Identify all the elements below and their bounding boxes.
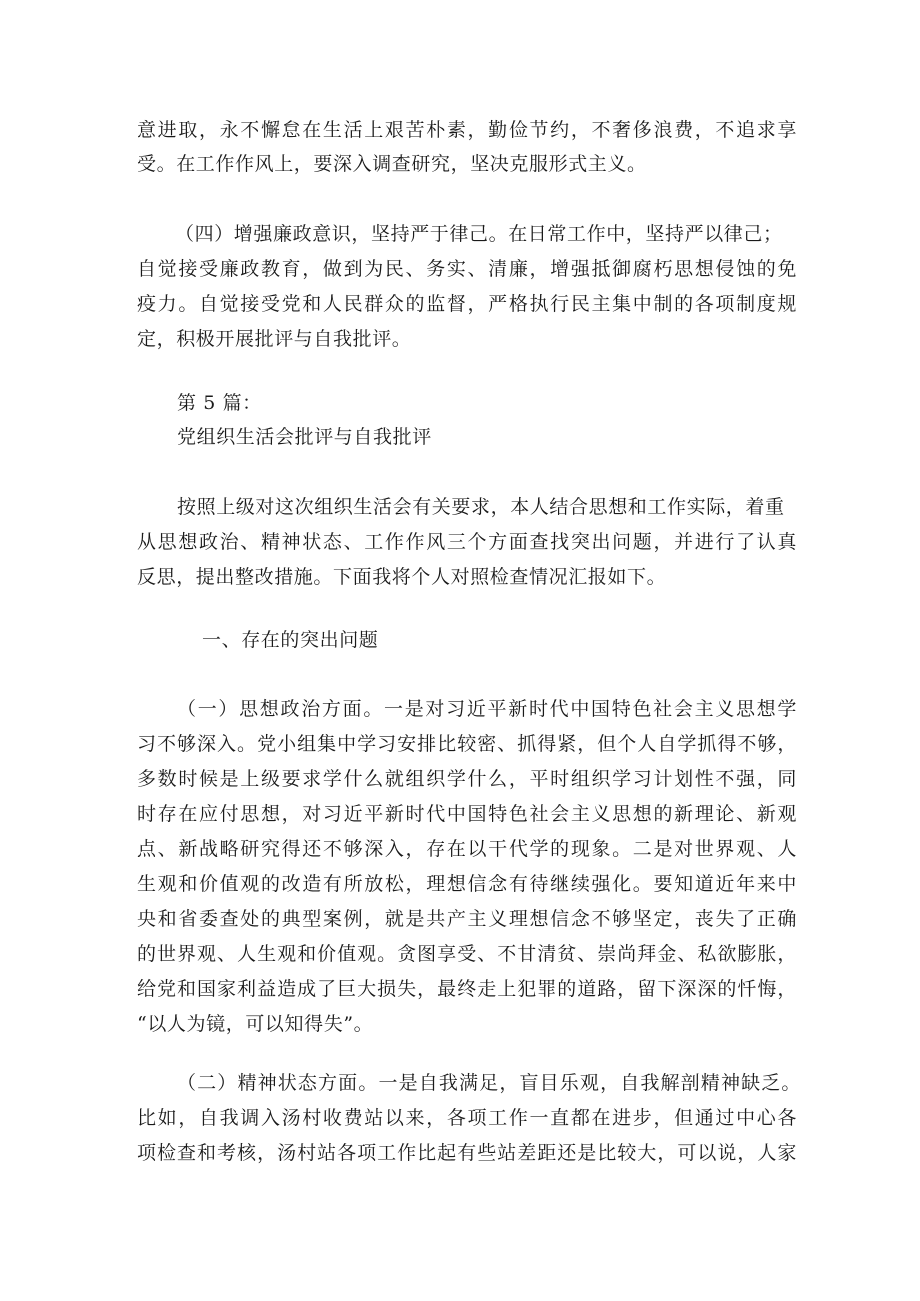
text-line: 反思，提出整改措施。下面我将个人对照检查情况汇报如下。 [137,566,667,588]
text-line: “以人为镜，可以知得失”。 [137,1013,374,1035]
text-line: 央和省委查处的典型案例，就是共产主义理想信念不够坚定，丧失了正确 [137,908,797,930]
text-line: 多数时候是上级要求学什么就组织学什么，平时组织学习计划性不强，同 [137,768,797,790]
text-line: 时存在应付思想，对习近平新时代中国特色社会主义思想的新理论、新观 [137,803,797,825]
text-line: （二）精神状态方面。一是自我满足，盲目乐观，自我解剖精神缺乏。 [177,1072,801,1094]
text-line: （四）增强廉政意识，坚持严于律己。在日常工作中，坚持严以律己； [175,223,783,245]
text-line: 习不够深入。党小组集中学习安排比较密、抓得紧，但个人自学抓得不够， [137,733,797,755]
text-line: 比如，自我调入汤村收费站以来，各项工作一直都在进步，但通过中心各 [137,1107,797,1129]
text-line: （一）思想政治方面。一是对习近平新时代中国特色社会主义思想学 [177,698,797,720]
text-line: 疫力。自觉接受党和人民群众的监督，严格执行民主集中制的各项制度规 [137,293,797,315]
text-line: 给党和国家利益造成了巨大损失，最终走上犯罪的道路，留下深深的忏悔， [137,978,797,1000]
text-line: 定，积极开展批评与自我批评。 [137,328,412,350]
text-line: 受。在工作作风上，要深入调查研究，坚决克服形式主义。 [137,153,647,175]
section-number: 第 5 篇： [177,392,262,414]
text-line: 自觉接受廉政教育，做到为民、务实、清廉，增强抵御腐朽思想侵蚀的免 [137,258,797,280]
text-line: 从思想政治、精神状态、工作作风三个方面查找突出问题，并进行了认真 [137,531,797,553]
text-line: 的世界观、人生观和价值观。贪图享受、不甘清贫、崇尚拜金、私欲膨胀， [137,943,797,965]
text-line: 按照上级对这次组织生活会有关要求，本人结合思想和工作实际，着重 [177,496,785,518]
text-line: 生观和价值观的改造有所放松，理想信念有待继续强化。要知道近年来中 [137,873,797,895]
section-title: 党组织生活会批评与自我批评 [177,426,432,448]
subsection-heading: 一、存在的突出问题 [202,629,379,651]
text-line: 项检查和考核，汤村站各项工作比起有些站差距还是比较大，可以说，人家 [137,1142,797,1164]
text-line: 意进取，永不懈怠在生活上艰苦朴素，勤俭节约，不奢侈浪费，不追求享 [137,119,797,141]
text-line: 点、新战略研究得还不够深入，存在以干代学的现象。二是对世界观、人 [137,838,797,860]
